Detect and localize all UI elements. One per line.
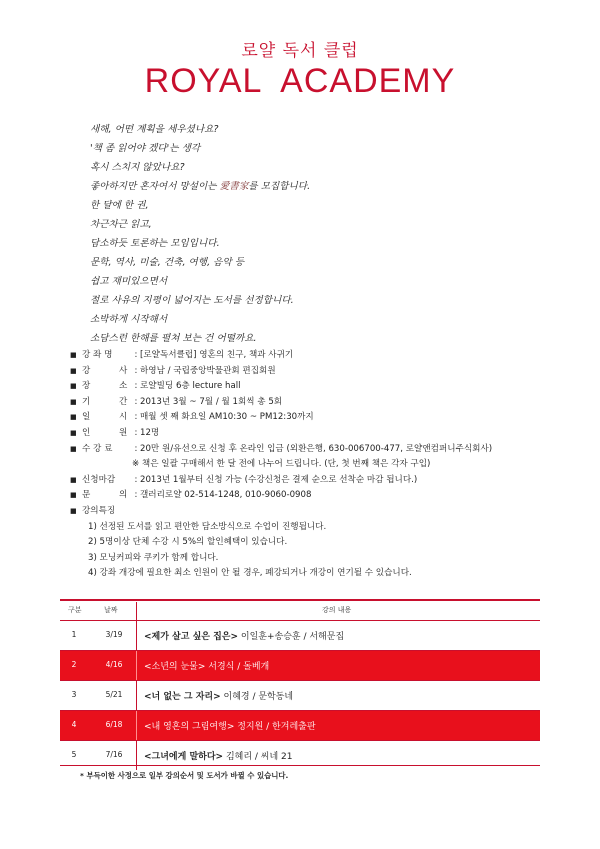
poem-line: 담소하듯 토론하는 모임입니다. bbox=[90, 238, 220, 249]
book-title: <내 영혼의 그림여행> bbox=[144, 722, 235, 732]
poem-line: '책 좀 읽어야 겠다'는 생각 bbox=[90, 143, 201, 154]
info-place: ■ 장 소 : 로얄빌딩 6층 lecture hall bbox=[70, 379, 570, 395]
course-info bbox=[70, 348, 570, 582]
schedule-top-rule bbox=[60, 599, 540, 601]
header-date: 날짜 bbox=[104, 606, 118, 614]
feature-item: 2) 5명이상 단체 수강 시 5%의 할인혜택이 있습니다. bbox=[88, 537, 288, 548]
header bbox=[0, 36, 600, 99]
schedule-table bbox=[60, 620, 540, 770]
square-bullet-icon: ■ bbox=[70, 382, 77, 391]
poem-line: 절로 사유의 지평이 넓어지는 도서를 선정합니다. bbox=[90, 295, 294, 306]
header-no: 구분 bbox=[68, 606, 82, 614]
poem-line: 소박하게 시작해서 bbox=[90, 314, 168, 325]
poem-line-hanja: 좋아하지만 혼자여서 망설이는 愛書家를 모집합니다. bbox=[90, 181, 311, 192]
poem-line: 한 달에 한 권, bbox=[90, 200, 149, 211]
table-row: 4 6/18 <내 영혼의 그림여행> 정지원 / 한겨레출판 bbox=[60, 710, 540, 740]
square-bullet-icon: ■ bbox=[70, 491, 77, 500]
feature-item: 3) 모닝커피와 쿠키가 함께 합니다. bbox=[88, 552, 219, 563]
schedule-header bbox=[60, 602, 540, 618]
info-period: ■ 기 간 : 2013년 3월 ~ 7월 / 월 1회씩 총 5회 bbox=[70, 395, 570, 411]
feature-item: 4) 강좌 개강에 필요한 최소 인원이 안 될 경우, 폐강되거나 개강이 연기될 수 있습니다. bbox=[88, 568, 412, 579]
info-time: ■ 일 시 : 매월 셋 째 화요일 AM10:30 ~ PM12:30까지 bbox=[70, 410, 570, 426]
info-course: ■ 강 좌 명 : [로얄독서클럽] 영혼의 친구, 책과 사귀기 bbox=[70, 348, 570, 364]
poem-line: 문학, 역사, 미술, 건축, 여행, 음악 등 bbox=[90, 257, 245, 268]
intro-poem bbox=[90, 120, 310, 348]
info-deadline: ■ 신청마감 : 2013년 1월부터 신청 가능 (수강신청은 결제 순으로 선착순 마감 됩니다.) bbox=[70, 473, 570, 489]
info-contact: ■ 문 의 : 갤러리로얄 02-514-1248, 010-9060-0908 bbox=[70, 488, 570, 504]
table-row: 1 3/19 <제가 살고 싶은 집은> 이일훈+송승훈 / 서해문집 bbox=[60, 620, 540, 650]
feature-item: 1) 선정된 도서를 읽고 편안한 담소방식으로 수업이 진행됩니다. bbox=[88, 521, 327, 532]
poem-line: 차근차근 읽고, bbox=[90, 219, 152, 230]
poem-line: 쉽고 재미있으면서 bbox=[90, 276, 168, 287]
club-title-english: ROYAL ACADEMY bbox=[144, 62, 456, 100]
poem-line: 소담스런 한해를 펼쳐 보는 건 어떨까요. bbox=[90, 333, 257, 344]
book-title: <그녀에게 말하다> bbox=[144, 752, 224, 762]
square-bullet-icon: ■ bbox=[70, 397, 77, 406]
info-fee: ■ 수 강 료 : 20만 원/유선으로 신청 후 온라인 입금 (외환은행, 630-006700-477, 로얄앤컴퍼니주식회사) bbox=[70, 442, 570, 458]
book-title: <소년의 눈물> bbox=[144, 662, 206, 672]
square-bullet-icon: ■ bbox=[70, 444, 77, 453]
book-title: <제가 살고 싶은 집은> bbox=[144, 632, 239, 642]
square-bullet-icon: ■ bbox=[70, 366, 77, 375]
table-row: 3 5/21 <너 없는 그 자리> 이혜경 / 문학동네 bbox=[60, 680, 540, 710]
club-title-korean: 로얄 독서 클럽 bbox=[241, 41, 359, 61]
book-title: <너 없는 그 자리> bbox=[144, 692, 221, 702]
hanja-word: 愛書家 bbox=[219, 181, 249, 192]
square-bullet-icon: ■ bbox=[70, 506, 77, 515]
header-content: 강의 내용 bbox=[322, 606, 352, 614]
info-fee-note: ※ 책은 일괄 구매해서 한 달 전에 나누어 드립니다. (단, 첫 번째 책은 각자 구입) bbox=[132, 459, 431, 470]
table-row: 5 7/16 <그녀에게 말하다> 김혜리 / 씨네 21 bbox=[60, 740, 540, 770]
square-bullet-icon: ■ bbox=[70, 351, 77, 359]
table-row: 2 4/16 <소년의 눈물> 서경식 / 돌베개 bbox=[60, 650, 540, 680]
poem-line: 새해, 어떤 계획을 세우셨나요? bbox=[90, 124, 219, 135]
poem-line: 혹시 스치지 않았나요? bbox=[90, 162, 185, 173]
info-lecturer: ■ 강 사 : 하영남 / 국립중앙박물관회 편집회원 bbox=[70, 364, 570, 380]
square-bullet-icon: ■ bbox=[70, 428, 77, 437]
info-capacity: ■ 인 원 : 12명 bbox=[70, 426, 570, 442]
info-features-heading: ■ 강의특징 bbox=[70, 504, 570, 520]
schedule-note: * 부득이한 사정으로 일부 강의순서 및 도서가 바뀔 수 있습니다. bbox=[80, 771, 289, 780]
square-bullet-icon: ■ bbox=[70, 475, 77, 484]
schedule-bottom-rule bbox=[60, 765, 540, 766]
square-bullet-icon: ■ bbox=[70, 413, 77, 422]
